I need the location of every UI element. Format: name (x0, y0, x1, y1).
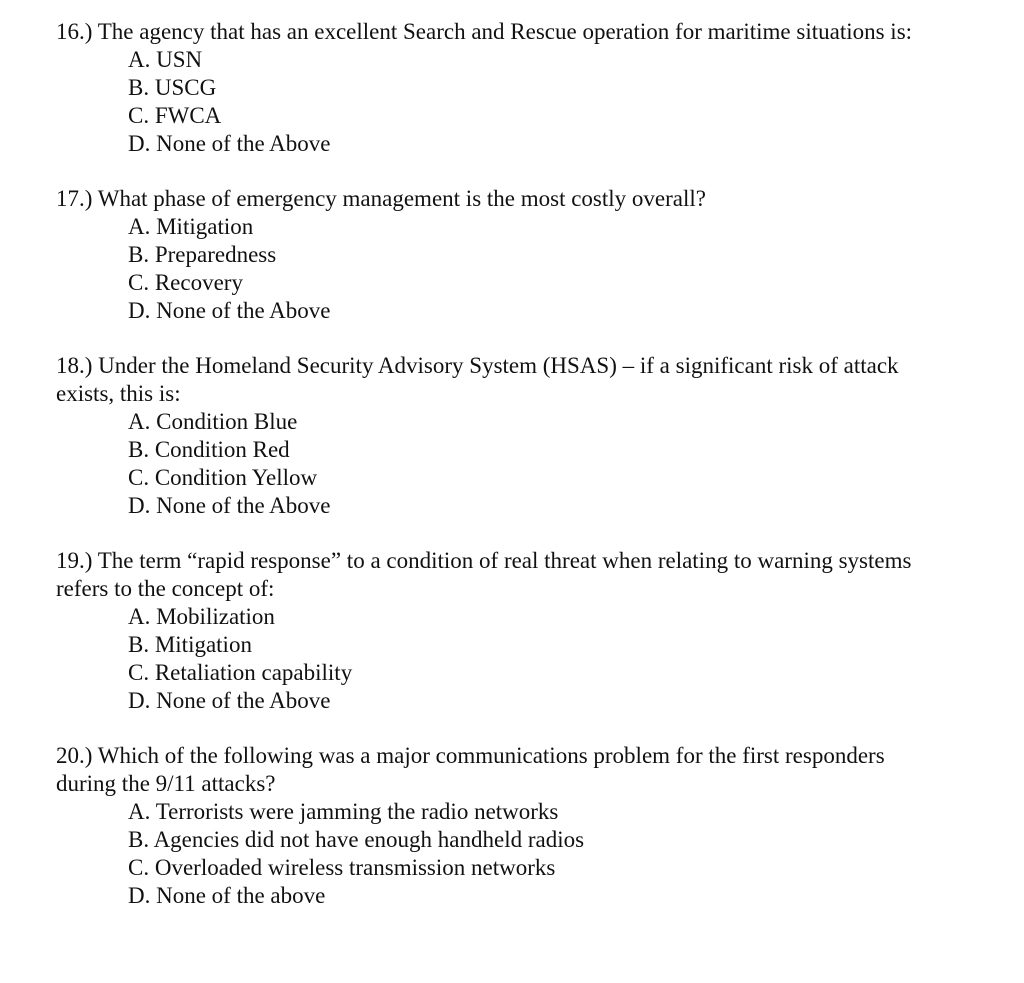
question-16 (56, 18, 936, 158)
answer-options (56, 408, 936, 520)
question-text: 20.) Which of the following was a major communications problem for the first responders during the 9/11 attacks? (56, 743, 885, 796)
answer-option-b: B. Mitigation (128, 632, 252, 657)
answer-option-b: B. Preparedness (128, 242, 277, 267)
answer-option-c: C. Recovery (128, 270, 243, 295)
answer-option-d: D. None of the Above (128, 298, 331, 323)
answer-options (56, 798, 936, 910)
answer-option-a: A. Condition Blue (128, 409, 298, 434)
answer-option-b: B. Agencies did not have enough handheld radios (128, 827, 585, 852)
answer-option-c: C. Retaliation capability (128, 660, 353, 685)
question-17 (56, 185, 936, 325)
answer-option-d: D. None of the above (128, 883, 326, 908)
answer-option-d: D. None of the Above (128, 493, 331, 518)
question-text: 19.) The term “rapid response” to a condition of real threat when relating to warning systems refers to the concept of: (56, 548, 912, 601)
answer-options (56, 603, 936, 715)
question-19 (56, 547, 936, 715)
answer-option-d: D. None of the Above (128, 688, 331, 713)
answer-option-d: D. None of the Above (128, 131, 331, 156)
answer-option-b: B. Condition Red (128, 437, 290, 462)
answer-option-c: C. Overloaded wireless transmission networks (128, 855, 556, 880)
answer-options (56, 213, 936, 325)
answer-option-a: A. Terrorists were jamming the radio networks (128, 799, 559, 824)
answer-option-a: A. Mitigation (128, 214, 254, 239)
quiz-page (56, 18, 936, 937)
answer-option-a: A. USN (128, 47, 203, 72)
question-text: 18.) Under the Homeland Security Advisory System (HSAS) – if a significant risk of attack exists, this is: (56, 353, 899, 406)
answer-option-c: C. FWCA (128, 103, 222, 128)
question-text: 16.) The agency that has an excellent Search and Rescue operation for maritime situations is: (56, 19, 913, 44)
answer-option-a: A. Mobilization (128, 604, 275, 629)
answer-options (56, 46, 936, 158)
answer-option-b: B. USCG (128, 75, 217, 100)
question-text: 17.) What phase of emergency management is the most costly overall? (56, 186, 706, 211)
question-20 (56, 742, 936, 910)
answer-option-c: C. Condition Yellow (128, 465, 318, 490)
question-18 (56, 352, 936, 520)
